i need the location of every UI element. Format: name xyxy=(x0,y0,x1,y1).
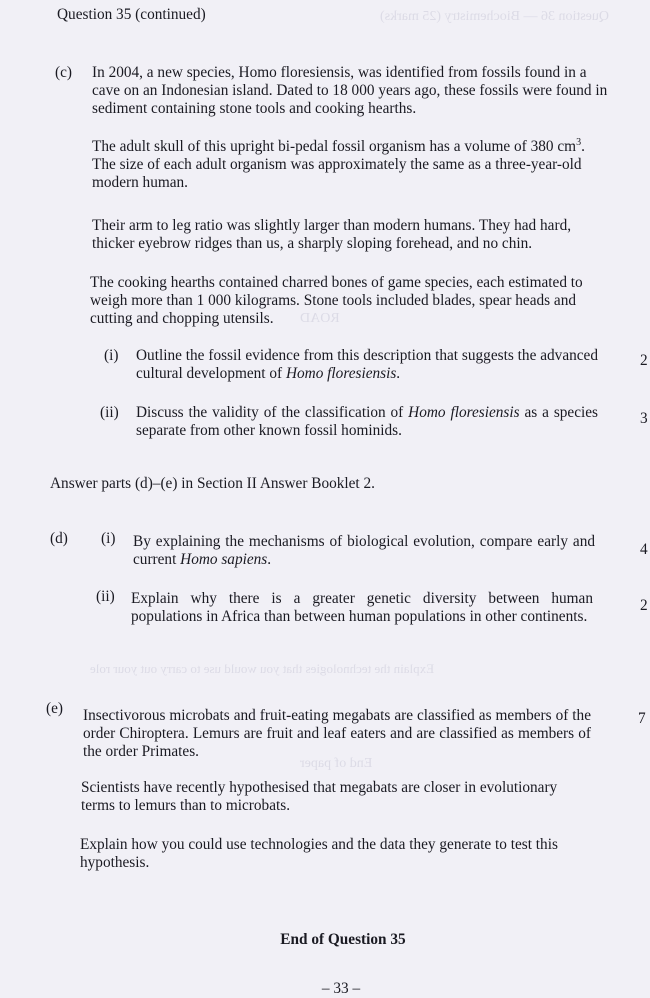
part-e-marks: 7 xyxy=(638,710,646,727)
part-c-paragraph-3: Their arm to leg ratio was slightly larger than modern humans. They had hard, thicker eyebrow ridges than us, a sharply sloping forehead, and no chin. xyxy=(92,217,572,252)
part-e-paragraph-2: Scientists have recently hypothesised that megabats are closer in evolutionary terms to lemurs than to microbats. xyxy=(81,779,558,814)
part-e-label: (e) xyxy=(46,700,63,717)
superscript-3: 3 xyxy=(576,136,582,148)
end-of-question: End of Question 35 xyxy=(280,931,406,948)
part-d-ii-question: Explain why there is a greater genetic diversity between human populations in Africa than between human populations in other continents. xyxy=(131,590,593,625)
part-d-i-question: By explaining the mechanisms of biological evolution, compare early and current Homo sapiens. xyxy=(133,533,595,568)
answer-booklet-instruction: Answer parts (d)–(e) in Section II Answer Booklet 2. xyxy=(50,475,375,492)
page-header: Question 35 (continued) xyxy=(57,6,206,23)
part-c-i-marks: 2 xyxy=(640,352,648,369)
part-d-i-marks: 4 xyxy=(640,541,648,558)
show-through-text: ROAD xyxy=(300,311,340,326)
part-c-ii-question: Discuss the validity of the classification of Homo floresiensis as a species separate from other known fossil hominids. xyxy=(136,404,598,439)
part-c-i-label: (i) xyxy=(104,347,119,364)
part-c-ii-marks: 3 xyxy=(640,410,648,427)
show-through-text: Explain the technologies that you would use to carry out your role xyxy=(90,661,435,676)
part-d-i-label: (i) xyxy=(101,530,116,547)
part-c-i-question: Outline the fossil evidence from this description that suggests the advanced cultural development of Homo floresiensis. xyxy=(136,347,598,382)
page-number: – 33 – xyxy=(321,980,361,997)
part-e-paragraph-1: Insectivorous microbats and fruit-eating megabats are classified as members of the order Chiroptera. Lemurs are fruit and leaf eaters and are classified as members of the order Primates. xyxy=(83,707,591,760)
part-c-paragraph-2: The adult skull of this upright bi-pedal fossil organism has a volume of 380 $cm^3$. The size of each adult organism was approximately the same as a three-year-old modern human. xyxy=(92,136,585,191)
part-d-ii-label: (ii) xyxy=(96,588,115,605)
part-c-ii-label: (ii) xyxy=(100,404,119,421)
part-c-label: (c) xyxy=(55,64,72,81)
part-d-label: (d) xyxy=(50,530,68,547)
part-d-ii-marks: 2 xyxy=(640,597,648,614)
show-through-text: Question 36 — Biochemistry (25 marks) xyxy=(380,9,610,24)
part-c-paragraph-4: The cooking hearths contained charred bones of game species, each estimated to weigh more than 1 000 kilograms. Stone tools included blades, spear heads and cutting and chopping utensils. xyxy=(90,274,583,327)
show-through-text: End of paper xyxy=(300,756,373,771)
part-e-paragraph-3: Explain how you could use technologies and the data they generate to test this hypothesis. xyxy=(80,836,558,871)
part-c-paragraph-1: In 2004, a new species, Homo floresiensis, was identified from fossils found in a cave on an Indonesian island. Dated to 18 000 years ago, these fossils were found in sediment containing stone tools and cooking hearths. xyxy=(92,64,608,117)
